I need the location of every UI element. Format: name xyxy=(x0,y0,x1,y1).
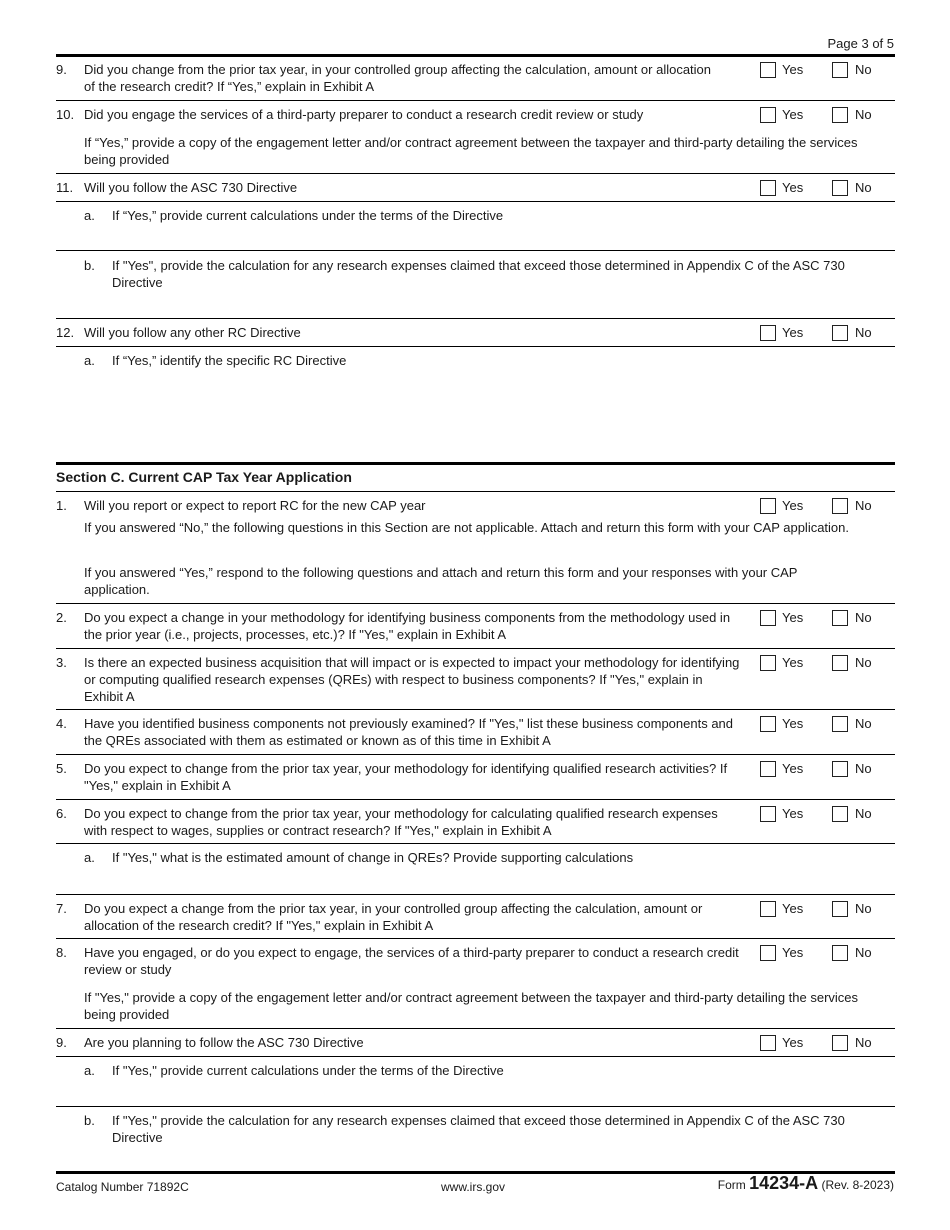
no-label: No xyxy=(855,655,872,670)
divider xyxy=(56,709,895,710)
yes-label: Yes xyxy=(782,806,804,821)
no-checkbox[interactable] xyxy=(832,610,848,626)
subquestion-letter: b. xyxy=(84,1113,95,1128)
yes-checkbox[interactable] xyxy=(760,325,776,341)
yes-checkbox[interactable] xyxy=(760,901,776,917)
question-number: 10. xyxy=(56,107,75,122)
subquestion-letter: a. xyxy=(84,850,95,865)
yes-label: Yes xyxy=(782,1035,804,1050)
instruction-text: If “Yes,” provide a copy of the engagement letter and/or contract agreement between the taxpayer and third-party detailing the services being provided xyxy=(84,135,858,167)
question-text: Have you identified business components not previously examined? If "Yes," list these business components and the QREs associated with them as estimated or known as of this time in Exhibit A xyxy=(84,716,734,748)
divider xyxy=(56,201,895,202)
yes-label: Yes xyxy=(782,325,804,340)
yes-checkbox[interactable] xyxy=(760,1035,776,1051)
subquestion-letter: a. xyxy=(84,1063,95,1078)
subquestion-text: If “Yes,” provide current calculations under the terms of the Directive xyxy=(112,208,504,223)
question-text: Did you change from the prior tax year, in your controlled group affecting the calculation, amount or allocation of the research credit? If “Yes,” explain in Exhibit A xyxy=(84,62,712,94)
yes-label: Yes xyxy=(782,62,804,77)
yes-checkbox[interactable] xyxy=(760,610,776,626)
no-label: No xyxy=(855,180,872,195)
question-text: Do you expect a change in your methodology for identifying business components from the methodology used in the prior year (i.e., projects, processes, etc.)? If "Yes," explain in Exhibit A xyxy=(84,610,731,642)
yes-checkbox[interactable] xyxy=(760,806,776,822)
no-checkbox[interactable] xyxy=(832,806,848,822)
yes-checkbox[interactable] xyxy=(760,107,776,123)
question-number: 3. xyxy=(56,655,67,670)
catalog-number: Catalog Number 71892C xyxy=(56,1180,189,1194)
no-checkbox[interactable] xyxy=(832,655,848,671)
yes-checkbox[interactable] xyxy=(760,655,776,671)
question-number: 8. xyxy=(56,945,67,960)
no-checkbox[interactable] xyxy=(832,945,848,961)
top-rule xyxy=(56,54,895,57)
no-checkbox[interactable] xyxy=(832,901,848,917)
no-label: No xyxy=(855,107,872,122)
no-label: No xyxy=(855,806,872,821)
question-text: Have you engaged, or do you expect to engage, the services of a third-party preparer to conduct a research credit review or study xyxy=(84,945,739,977)
question-number: 9. xyxy=(56,1035,67,1050)
divider xyxy=(56,843,895,844)
no-checkbox[interactable] xyxy=(832,1035,848,1051)
divider xyxy=(56,938,895,939)
section-top-rule xyxy=(56,462,895,465)
form-prefix: Form xyxy=(717,1178,746,1192)
subquestion-text: If "Yes," what is the estimated amount of change in QREs? Provide supporting calculations xyxy=(112,850,634,865)
yes-label: Yes xyxy=(782,655,804,670)
form-identifier xyxy=(718,1175,894,1194)
divider xyxy=(56,173,895,174)
divider xyxy=(56,318,895,319)
no-checkbox[interactable] xyxy=(832,716,848,732)
question-text: Do you expect to change from the prior tax year, your methodology for calculating qualified research expenses with respect to wages, supplies or contract research? If "Yes," explain in Exhibit A xyxy=(84,806,718,838)
divider xyxy=(56,100,895,101)
no-checkbox[interactable] xyxy=(832,761,848,777)
question-number: 9. xyxy=(56,62,67,77)
divider xyxy=(56,491,895,492)
subquestion-text: If "Yes", provide the calculation for any research expenses claimed that exceed those determined in Appendix C of the ASC 730 Directive xyxy=(112,258,845,290)
yes-label: Yes xyxy=(782,945,804,960)
divider xyxy=(56,1056,895,1057)
no-label: No xyxy=(855,1035,872,1050)
divider xyxy=(56,1028,895,1029)
yes-checkbox[interactable] xyxy=(760,180,776,196)
subquestion-text: If "Yes," provide the calculation for any research expenses claimed that exceed those determined in Appendix C of the ASC 730 Directive xyxy=(112,1113,845,1145)
no-label: No xyxy=(855,498,872,513)
divider xyxy=(56,648,895,649)
no-label: No xyxy=(855,761,872,776)
yes-label: Yes xyxy=(782,901,804,916)
yes-checkbox[interactable] xyxy=(760,716,776,732)
divider xyxy=(56,799,895,800)
yes-checkbox[interactable] xyxy=(760,761,776,777)
no-label: No xyxy=(855,901,872,916)
question-number: 11. xyxy=(56,180,74,195)
yes-label: Yes xyxy=(782,107,804,122)
no-label: No xyxy=(855,62,872,77)
no-label: No xyxy=(855,325,872,340)
page-number: Page 3 of 5 xyxy=(827,36,894,51)
divider xyxy=(56,754,895,755)
yes-label: Yes xyxy=(782,180,804,195)
form-revision: (Rev. 8-2023) xyxy=(821,1178,894,1192)
instruction-text: If you answered “Yes,” respond to the following questions and attach and return this form and your responses with your CAP application. xyxy=(84,565,798,597)
yes-label: Yes xyxy=(782,610,804,625)
question-text: Do you expect to change from the prior tax year, your methodology for identifying qualified research activities? If "Yes," explain in Exhibit A xyxy=(84,761,728,793)
divider xyxy=(56,1106,895,1107)
question-text: Will you follow the ASC 730 Directive xyxy=(84,180,298,195)
question-text: Did you engage the services of a third-party preparer to conduct a research credit review or study xyxy=(84,107,644,122)
question-number: 6. xyxy=(56,806,67,821)
subquestion-text: If “Yes,” identify the specific RC Directive xyxy=(112,353,347,368)
question-number: 2. xyxy=(56,610,67,625)
yes-checkbox[interactable] xyxy=(760,62,776,78)
question-text: Will you report or expect to report RC for the new CAP year xyxy=(84,498,426,513)
no-label: No xyxy=(855,716,872,731)
section-title: Section C. Current CAP Tax Year Application xyxy=(56,469,352,485)
subquestion-letter: a. xyxy=(84,353,95,368)
instruction-text: If you answered “No,” the following questions in this Section are not applicable. Attach and return this form with your CAP application. xyxy=(84,520,850,535)
question-text: Will you follow any other RC Directive xyxy=(84,325,301,340)
divider xyxy=(56,250,895,251)
subquestion-letter: a. xyxy=(84,208,95,223)
no-checkbox[interactable] xyxy=(832,325,848,341)
question-number: 12. xyxy=(56,325,75,340)
yes-label: Yes xyxy=(782,761,804,776)
no-checkbox[interactable] xyxy=(832,498,848,514)
yes-checkbox[interactable] xyxy=(760,945,776,961)
question-number: 7. xyxy=(56,901,67,916)
yes-checkbox[interactable] xyxy=(760,498,776,514)
question-text: Are you planning to follow the ASC 730 Directive xyxy=(84,1035,364,1050)
instruction-text: If "Yes," provide a copy of the engagement letter and/or contract agreement between the taxpayer and third-party detailing the services being provided xyxy=(84,990,859,1022)
no-checkbox[interactable] xyxy=(832,180,848,196)
no-checkbox[interactable] xyxy=(832,62,848,78)
no-label: No xyxy=(855,945,872,960)
subquestion-letter: b. xyxy=(84,258,95,273)
question-text: Is there an expected business acquisition that will impact or is expected to impact your methodology for identifying or computing qualified research expenses (QREs) with respect to business components? If "Yes," explain in Exhibit A xyxy=(84,655,740,704)
yes-label: Yes xyxy=(782,498,804,513)
website-link[interactable]: www.irs.gov xyxy=(441,1180,506,1194)
no-label: No xyxy=(855,610,872,625)
no-checkbox[interactable] xyxy=(832,107,848,123)
divider xyxy=(56,346,895,347)
subquestion-text: If "Yes," provide current calculations under the terms of the Directive xyxy=(112,1063,504,1078)
form-number: 14234-A xyxy=(749,1173,819,1193)
divider xyxy=(56,894,895,895)
yes-label: Yes xyxy=(782,716,804,731)
question-number: 1. xyxy=(56,498,67,513)
question-number: 4. xyxy=(56,716,67,731)
question-number: 5. xyxy=(56,761,67,776)
question-text: Do you expect a change from the prior tax year, in your controlled group affecting the calculation, amount or allocation of the research credit? If "Yes," explain in Exhibit A xyxy=(84,901,703,933)
divider xyxy=(56,603,895,604)
